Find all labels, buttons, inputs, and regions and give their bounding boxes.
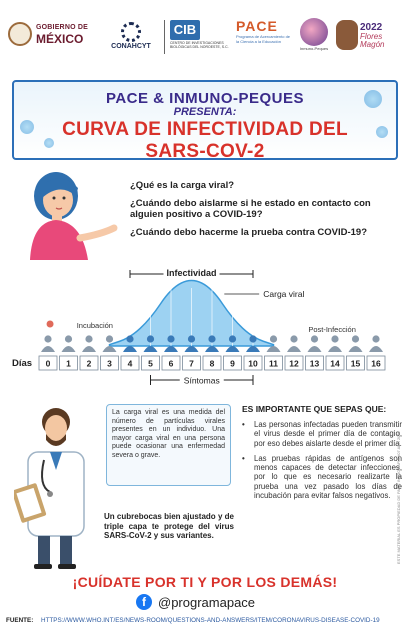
source-line — [6, 617, 406, 624]
conahcyt-ring-icon — [121, 22, 141, 42]
facebook-handle[interactable]: @programapace — [158, 594, 256, 610]
day-tick-label: 13 — [309, 358, 320, 369]
question-2: ¿Cuándo debo aislarme si he estado en contacto con alguien positivo a COVID-19? — [130, 198, 371, 220]
day-tick-label: 16 — [371, 358, 381, 369]
x-axis-label: Días — [12, 358, 33, 369]
curve-label: Carga viral — [263, 289, 305, 299]
inmuno-circle-icon — [300, 18, 328, 46]
cib-text: CENTRO DE INVESTIGACIONES BIOLÓGICAS DEL NOROESTE, S.C. — [170, 41, 229, 49]
day-tick-label: 8 — [209, 358, 215, 369]
person-body-icon — [349, 346, 363, 352]
gob-line2: MÉXICO — [36, 32, 84, 46]
important-item-text: Las pruebas rápidas de antígenos son menos capaces de detectar infecciones, por lo que es necesario realizarte la prueba una vez pasado los días de incubación para evitar falsos negativos. — [254, 453, 402, 501]
important-item-text: Las personas infectadas pueden transmitir el virus desde el primer día de contagio, por eso debes aislarte desde el primer día. — [254, 420, 402, 448]
vertical-note-text: ESTE MATERIAL ES PROPIEDAD DE PACE INFOGRAFIA #07 ABR 2022 — [396, 431, 401, 564]
facebook-icon[interactable]: f — [136, 594, 152, 610]
post-infection-label: Post-Infección — [308, 325, 356, 334]
doctor-illustration — [14, 400, 104, 570]
title-banner — [12, 80, 398, 160]
person-icon — [147, 335, 154, 342]
person-body-icon — [246, 346, 260, 352]
conahcyt-logo — [102, 22, 160, 52]
person-icon — [126, 335, 133, 342]
vertical-note — [396, 431, 404, 564]
day-tick-label: 1 — [66, 358, 71, 369]
title-main-line2: SARS-COV-2 — [145, 141, 265, 162]
virus-icon — [20, 120, 34, 134]
logo-divider — [164, 20, 165, 54]
chart-title: Infectividad — [166, 268, 217, 278]
cib-mark: CIB — [170, 20, 200, 40]
person-icon — [352, 335, 359, 342]
bullet-icon: • — [242, 420, 245, 429]
day-tick-label: 14 — [330, 358, 340, 369]
person-body-icon — [164, 346, 178, 352]
title-presenter: PACE & INMUNO-PEQUES — [105, 90, 305, 107]
person-body-icon — [205, 346, 219, 352]
conahcyt-text: CONAHCYT — [111, 43, 151, 50]
day-tick-label: 9 — [230, 358, 235, 369]
important-item — [242, 420, 402, 448]
bullet-icon: • — [242, 453, 245, 463]
source-url[interactable]: HTTPS://WWW.WHO.INT/ES/NEWS-ROOM/QUESTIONS-AND-ANSWERS/ITEM/CORONAVIRUS-DISEASE-COVID-19 — [41, 617, 380, 624]
person-icon — [167, 335, 174, 342]
person-body-icon — [185, 346, 199, 352]
person-icon — [208, 335, 215, 342]
day-tick-label: 3 — [107, 358, 112, 369]
person-icon — [44, 335, 51, 342]
question-3: ¿Cuándo debo hacerme la prueba contra COVID-19? — [130, 227, 368, 238]
gob-line1: GOBIERNO DE — [36, 24, 88, 31]
virus-icon — [47, 321, 54, 328]
day-tick-label: 6 — [168, 358, 174, 369]
portrait-icon — [336, 20, 358, 50]
day-tick-label: 0 — [45, 358, 51, 369]
day-tick-label: 4 — [127, 358, 133, 369]
viral-load-definition: La carga viral es una medida del número de partículas virales presentes en un individuo. Una mayor carga viral en una persona puede ocasionar una enfermedad severa o grave. — [106, 404, 231, 486]
seal-icon — [8, 22, 32, 46]
person-icon — [85, 335, 92, 342]
important-title: ES IMPORTANTE QUE SEPAS QUE: — [242, 404, 387, 414]
person-body-icon — [144, 346, 158, 352]
person-icon — [311, 335, 318, 342]
day-tick-label: 5 — [148, 358, 153, 369]
pace-text: Programa de Acercamiento de la Ciencia a la Educación — [236, 34, 291, 44]
person-body-icon — [82, 346, 96, 352]
questions-list — [130, 180, 400, 245]
gobierno-mexico-logo — [8, 22, 100, 50]
cib-logo — [170, 20, 230, 56]
person-icon — [372, 335, 379, 342]
virus-icon — [376, 126, 388, 138]
person-body-icon — [328, 346, 342, 352]
day-tick-label: 11 — [269, 358, 278, 369]
person-icon — [65, 335, 72, 342]
person-body-icon — [369, 346, 383, 352]
pace-logo — [236, 18, 291, 56]
person-icon — [331, 335, 338, 342]
person-body-icon — [287, 346, 301, 352]
question-1: ¿Qué es la carga viral? — [130, 180, 235, 191]
virus-icon — [44, 138, 54, 148]
day-tick-label: 15 — [350, 358, 361, 369]
person-icon — [229, 335, 236, 342]
person-icon — [249, 335, 256, 342]
person-icon — [290, 335, 297, 342]
person-body-icon — [267, 346, 281, 352]
day-tick-label: 10 — [248, 358, 258, 369]
day-tick-label: 2 — [86, 358, 92, 369]
important-item — [242, 454, 402, 500]
person-icon — [188, 335, 195, 342]
symptoms-label: Síntomas — [183, 375, 220, 386]
title-main-line1: CURVA DE INFECTIVIDAD DEL — [62, 119, 348, 140]
person-icon — [270, 335, 277, 342]
incubation-label: Incubación — [76, 321, 113, 330]
logos-header — [0, 0, 410, 62]
inmuno-peques-logo — [294, 18, 334, 56]
slogan: ¡CUÍDATE POR TI Y POR LOS DEMÁS! — [72, 574, 338, 590]
infectivity-chart — [8, 262, 404, 394]
person-body-icon — [226, 346, 240, 352]
pace-mark: PACE — [236, 18, 278, 34]
flores-name: Flores Magón — [360, 32, 385, 49]
day-tick-label: 12 — [289, 358, 299, 369]
title-presenta: PRESENTA: — [173, 106, 237, 118]
person-icon — [106, 335, 113, 342]
person-body-icon — [308, 346, 322, 352]
source-label: FUENTE: — [6, 617, 34, 624]
inmuno-text: Inmuno-Peques — [299, 46, 329, 51]
flores-magon-logo — [336, 18, 406, 56]
virus-icon — [364, 90, 382, 108]
person-body-icon — [123, 346, 137, 352]
important-section — [242, 404, 402, 506]
woman-thinking-illustration — [18, 168, 128, 260]
flores-year: 2022 — [360, 22, 383, 33]
day-tick-label: 7 — [189, 358, 194, 369]
person-body-icon — [103, 346, 117, 352]
person-body-icon — [41, 346, 55, 352]
facebook-link[interactable] — [136, 593, 255, 611]
mask-note: Un cubrebocas bien ajustado y de triple capa te protege del virus SARS-CoV-2 y sus variantes. — [104, 512, 234, 540]
person-body-icon — [62, 346, 76, 352]
